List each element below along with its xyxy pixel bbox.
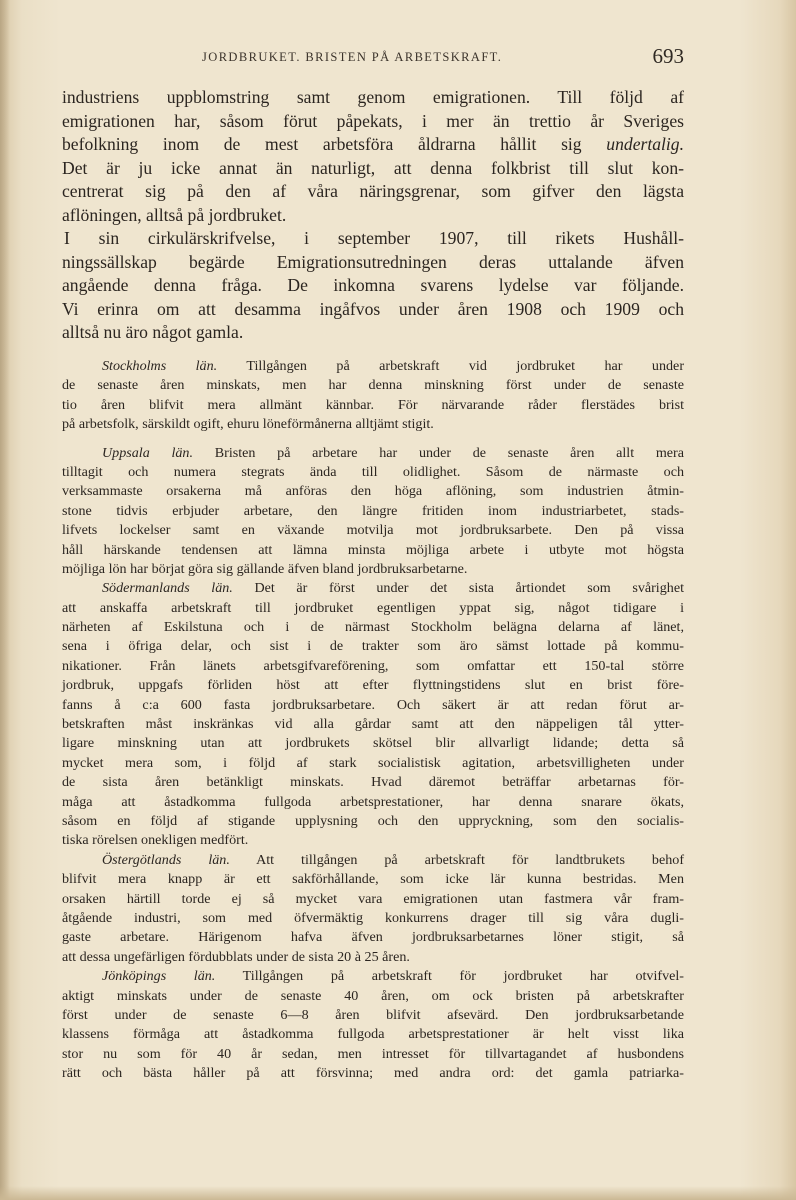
text-line: Det är ju icke annat än naturligt, att denna folkbrist till slut kon- xyxy=(62,157,684,178)
page-binding-shadow xyxy=(0,0,10,1200)
text-line: håll härskande tendensen att lämna minsta möjliga arbete i utbyte mot högsta xyxy=(62,541,684,558)
intro-paragraph-1 xyxy=(62,86,684,227)
county-name: Södermanlands län. xyxy=(102,580,233,597)
text-line: betskraften måst inskränkas vid alla gårdar samt att den näppeligen tål ytter- xyxy=(62,716,684,733)
text-line: ligare minskning utan att jordbrukets skötsel blir allvarligt lidande; detta så xyxy=(62,735,684,752)
spacer xyxy=(62,345,684,357)
text-line: Jönköpings län. Tillgången på arbetskraft för jordbruket har otvifvel- xyxy=(102,968,684,985)
text-line: först under de senaste 6—8 åren blifvit afsevärd. Den jordbruksarbetande xyxy=(62,1006,684,1023)
report-ostergotland xyxy=(62,851,684,967)
emphasis-undertalig: undertalig. xyxy=(606,134,684,155)
text-line: alltså nu äro något gamla. xyxy=(62,322,244,343)
report-jonkoping xyxy=(62,967,684,1083)
text-line: tilltagit och numera stegrats ända till olidlighet. Såsom de närmaste och xyxy=(62,463,684,480)
report-sodermanland xyxy=(62,579,684,850)
county-name: Stockholms län. xyxy=(102,358,218,375)
text-line: industriens uppblomstring samt genom emigrationen. Till följd af xyxy=(62,87,684,107)
text-line: jordbruk, uppgafs förliden höst att efter flyttningstidens slut en brist före- xyxy=(62,677,684,694)
report-uppsala xyxy=(62,444,684,580)
text-line: Uppsala län. Bristen på arbetare har under de senaste åren allt mera xyxy=(102,444,684,461)
page-bottom-edge xyxy=(0,1186,796,1200)
text-line: måga att åstadkomma fullgoda arbetsprestationer, har denna snarare ökats, xyxy=(62,793,684,810)
text-line: Stockholms län. Tillgången på arbetskraft vid jordbruket har under xyxy=(102,358,685,375)
text-line: tiska rörelsen onekligen medfört. xyxy=(62,832,249,849)
text-line: såsom en följd af stigande upplysning och den uppryckning, som den socialis- xyxy=(62,813,684,829)
report-stockholm xyxy=(62,357,684,435)
county-name: Uppsala län. xyxy=(102,444,194,461)
text-line: nikationer. Från länets arbetsgifvareförening, som omfattar ett 150-tal större xyxy=(62,657,684,674)
county-name: Jönköpings län. xyxy=(102,968,216,985)
text-line: Södermanlands län. Det är först under det sista årtiondet som svårighet xyxy=(102,580,684,597)
text-line: emigrationen har, såsom förut påpekats, i mer än trettio år Sveriges xyxy=(62,110,684,131)
text-line: stor nu som för 40 år sedan, men intresset för tillvartagandet af husbondens xyxy=(62,1045,684,1062)
page-number: 693 xyxy=(652,44,684,68)
spacer xyxy=(62,435,684,444)
text-line: aktigt minskats under de senaste 40 åren, om ock bristen på arbetskrafter xyxy=(62,987,684,1004)
text-line: orsaken härtill torde ej så mycket vara emigrationen utan fastmera vår fram- xyxy=(62,890,684,907)
text-line: på arbetsfolk, särskildt ogift, ehuru löneförmånerna alltjämt stigit. xyxy=(62,416,434,433)
county-name: Östergötlands län. xyxy=(102,851,230,868)
text-line: rätt och bästa håller på att försvinna; med andra ord: det gamla patriarka- xyxy=(62,1065,684,1082)
running-head: JORDBRUKET. BRISTEN PÅ ARBETSKRAFT. xyxy=(202,50,503,64)
text-line: att anskaffa arbetskraft till jordbruket egentligen yppat sig, något tidigare i xyxy=(62,599,684,616)
text-line: möjliga lön har börjat göra sig gällande äfven bland jordbruksarbetarne. xyxy=(62,560,468,577)
text-line: fanns å c:a 600 fasta jordbruksarbetare. Och säkert är att redan förut ar- xyxy=(62,696,684,713)
text-line: Östergötlands län. Att tillgången på arbetskraft för landtbrukets behof xyxy=(102,851,685,868)
text-line: att dessa ungefärligen fördubblats under de sista 20 à 25 åren. xyxy=(62,948,410,965)
text-line: tio åren blifvit mera allmänt kännbar. För närvarande råder flerstädes brist xyxy=(62,396,684,413)
text-line: lifvets lockelser samt en växande motvilja mot jordbruksarbete. Den på vissa xyxy=(62,522,684,539)
text-line: angående denna fråga. De inkomna svarens lydelse var följande. xyxy=(62,275,684,296)
text-line: de sista åren betänkligt minskats. Hvad däremot beträffar arbetarnas för- xyxy=(62,774,684,791)
text-line: aflöningen, alltså på jordbruket. xyxy=(62,204,287,225)
text-line: mycket mera som, i följd af stark socialistisk agitation, arbetsvilligheten under xyxy=(62,754,684,771)
text-line: I sin cirkulärskrifvelse, i september 1907, till rikets Hushåll- xyxy=(64,228,684,249)
text-line: ningssällskap begärde Emigrationsutredningen deras uttalande äfven xyxy=(62,251,684,272)
text-line: närheten af Eskilstuna och i de närmast Stockholm belägna delarna af länet, xyxy=(62,619,684,636)
text-line: de senaste åren minskats, men har denna minskning först under de senaste xyxy=(62,377,684,394)
text-line: klassens förmåga att åstadkomma fullgoda arbetsprestationer är helt visst lika xyxy=(62,1026,684,1043)
text-line: Vi erinra om att desamma ingåfvos under åren 1908 och 1909 och xyxy=(62,298,684,319)
intro-paragraph-2 xyxy=(62,227,684,345)
text-line: befolkning inom de mest arbetsföra åldrarna hållit sig undertalig. xyxy=(62,134,684,155)
text-line: blifvit mera knapp är ett sakförhållande, som icke lär kunna bestridas. Men xyxy=(62,871,684,888)
text-line: åtgående industri, som med öfvermäktig konkurrens drager till sig våra dugli- xyxy=(62,909,684,926)
text-line: stone tidvis erbjuder arbetare, den längre fritiden inom industriarbetet, stads- xyxy=(62,502,684,519)
text-line: centrerat sig på den af våra näringsgrenar, som gifver den lägsta xyxy=(62,181,684,202)
text-line: verksammaste orsakerna må anföras den höga aflöning, som industrien åtmin- xyxy=(62,483,684,500)
text-line: gaste arbetare. Härigenom hafva äfven jordbruksarbetarnes löner stigit, så xyxy=(62,929,684,946)
page-header xyxy=(62,44,684,70)
text-line: sena i öfriga delar, och sist i de trakter som äro sämst lottade på kommu- xyxy=(62,638,684,655)
page-body xyxy=(62,86,684,1083)
